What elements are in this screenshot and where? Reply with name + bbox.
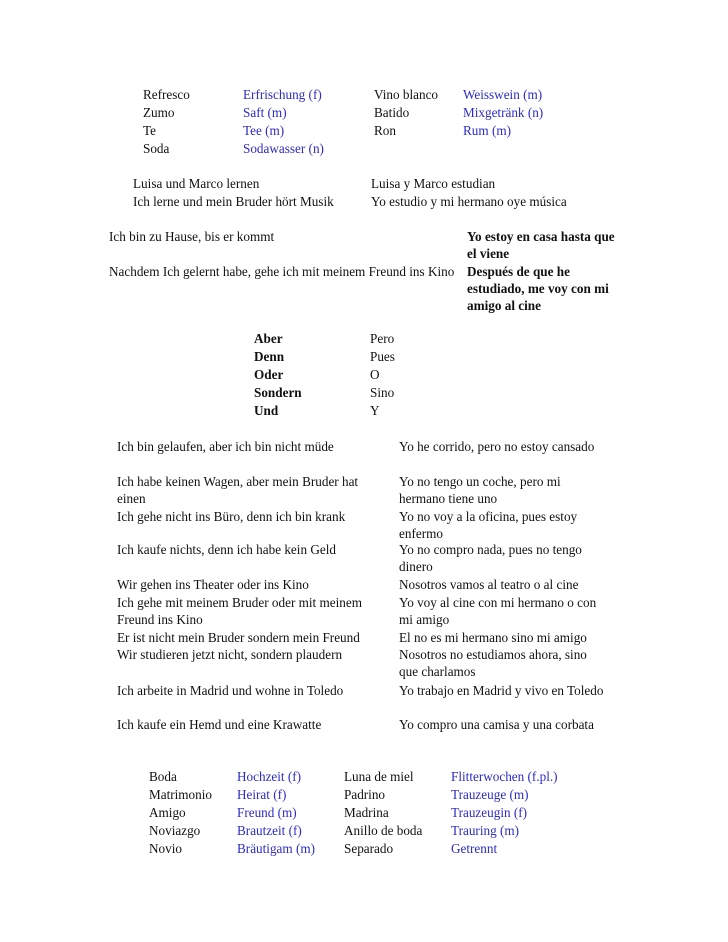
drink-de: Rum (m): [463, 123, 511, 138]
clause-de: Ich bin zu Hause, bis er kommt: [109, 229, 275, 244]
drink-de: Saft (m): [243, 105, 287, 120]
wedding-es: Separado: [344, 841, 394, 856]
wedding-es: Boda: [149, 769, 177, 784]
wedding-de: Freund (m): [237, 805, 297, 820]
sentence-es: Yo he corrido, pero no estoy cansado: [399, 439, 595, 454]
wedding-de: Flitterwochen (f.pl.): [451, 769, 558, 784]
conjunction-de: Sondern: [254, 385, 302, 400]
drink-de: Tee (m): [243, 123, 285, 138]
sentence-de: Ich habe keinen Wagen, aber mein Bruder hat einen: [117, 474, 359, 506]
sentence-de: Ich kaufe nichts, denn ich habe kein Geld: [117, 542, 336, 557]
wedding-es: Novio: [149, 841, 182, 856]
conjunction-es: Sino: [370, 385, 395, 400]
wedding-es: Noviazgo: [149, 823, 201, 838]
sentence-de: Ich bin gelaufen, aber ich bin nicht müde: [117, 439, 334, 454]
clause-es: Después de que he estudiado, me voy con mi amigo al cine: [467, 264, 609, 313]
wedding-de: Hochzeit (f): [237, 769, 302, 784]
learn-es: Luisa y Marco estudian: [371, 176, 496, 191]
learn-es: Yo estudio y mi hermano oye música: [371, 194, 567, 209]
wedding-es: Anillo de boda: [344, 823, 423, 838]
conjunction-es: Y: [370, 403, 380, 418]
wedding-es: Luna de miel: [344, 769, 414, 784]
conjunction-de: Aber: [254, 331, 283, 346]
sentence-es: Nosotros no estudiamos ahora, sino que charlamos: [399, 647, 587, 679]
drink-es: Batido: [374, 105, 410, 120]
conjunction-de: Oder: [254, 367, 284, 382]
conjunction-de: Denn: [254, 349, 285, 364]
drink-es: Ron: [374, 123, 396, 138]
sentence-de: Ich arbeite in Madrid und wohne in Toledo: [117, 683, 344, 698]
wedding-de: Trauzeugin (f): [451, 805, 528, 820]
wedding-de: Trauzeuge (m): [451, 787, 529, 802]
drink-es: Refresco: [143, 87, 190, 102]
wedding-es: Amigo: [149, 805, 186, 820]
wedding-de: Trauring (m): [451, 823, 520, 838]
wedding-de: Getrennt: [451, 841, 498, 856]
sentence-es: Yo voy al cine con mi hermano o con mi amigo: [399, 595, 597, 627]
sentence-de: Ich gehe mit meinem Bruder oder mit meinem Freund ins Kino: [117, 595, 362, 627]
sentence-de: Wir studieren jetzt nicht, sondern plaudern: [117, 647, 343, 662]
sentence-de: Er ist nicht mein Bruder sondern mein Freund: [117, 630, 360, 645]
sentence-de: Wir gehen ins Theater oder ins Kino: [117, 577, 309, 592]
drink-es: Vino blanco: [374, 87, 439, 102]
conjunction-es: Pues: [370, 349, 395, 364]
sentence-es: Yo trabajo en Madrid y vivo en Toledo: [399, 683, 604, 698]
sentence-de: Ich gehe nicht ins Büro, denn ich bin krank: [117, 509, 346, 524]
clause-de: Nachdem Ich gelernt habe, gehe ich mit meinem Freund ins Kino: [109, 264, 455, 279]
sentence-es: Nosotros vamos al teatro o al cine: [399, 577, 579, 592]
drink-es: Soda: [143, 141, 170, 156]
wedding-es: Madrina: [344, 805, 389, 820]
sentence-es: Yo no voy a la oficina, pues estoy enfermo: [399, 509, 578, 541]
sentence-de: Ich kaufe ein Hemd und eine Krawatte: [117, 717, 322, 732]
learn-de: Luisa und Marco lernen: [133, 176, 260, 191]
drink-de: Sodawasser (n): [243, 141, 324, 156]
wedding-es: Padrino: [344, 787, 386, 802]
sentence-es: Yo no compro nada, pues no tengo dinero: [399, 542, 582, 574]
sentence-es: El no es mi hermano sino mi amigo: [399, 630, 587, 645]
drink-de: Weisswein (m): [463, 87, 543, 102]
sentence-es: Yo compro una camisa y una corbata: [399, 717, 594, 732]
conjunction-de: Und: [254, 403, 279, 418]
drink-de: Mixgetränk (n): [463, 105, 544, 120]
conjunction-es: O: [370, 367, 380, 382]
wedding-es: Matrimonio: [149, 787, 213, 802]
learn-de: Ich lerne und mein Bruder hört Musik: [133, 194, 334, 209]
drink-es: Zumo: [143, 105, 175, 120]
wedding-de: Heirat (f): [237, 787, 287, 802]
drink-de: Erfrischung (f): [243, 87, 322, 102]
conjunction-es: Pero: [370, 331, 395, 346]
wedding-de: Brautzeit (f): [237, 823, 302, 838]
wedding-de: Bräutigam (m): [237, 841, 316, 856]
sentence-es: Yo no tengo un coche, pero mi hermano tiene uno: [399, 474, 561, 506]
clause-es: Yo estoy en casa hasta que el viene: [467, 229, 615, 261]
drink-es: Te: [143, 123, 156, 138]
